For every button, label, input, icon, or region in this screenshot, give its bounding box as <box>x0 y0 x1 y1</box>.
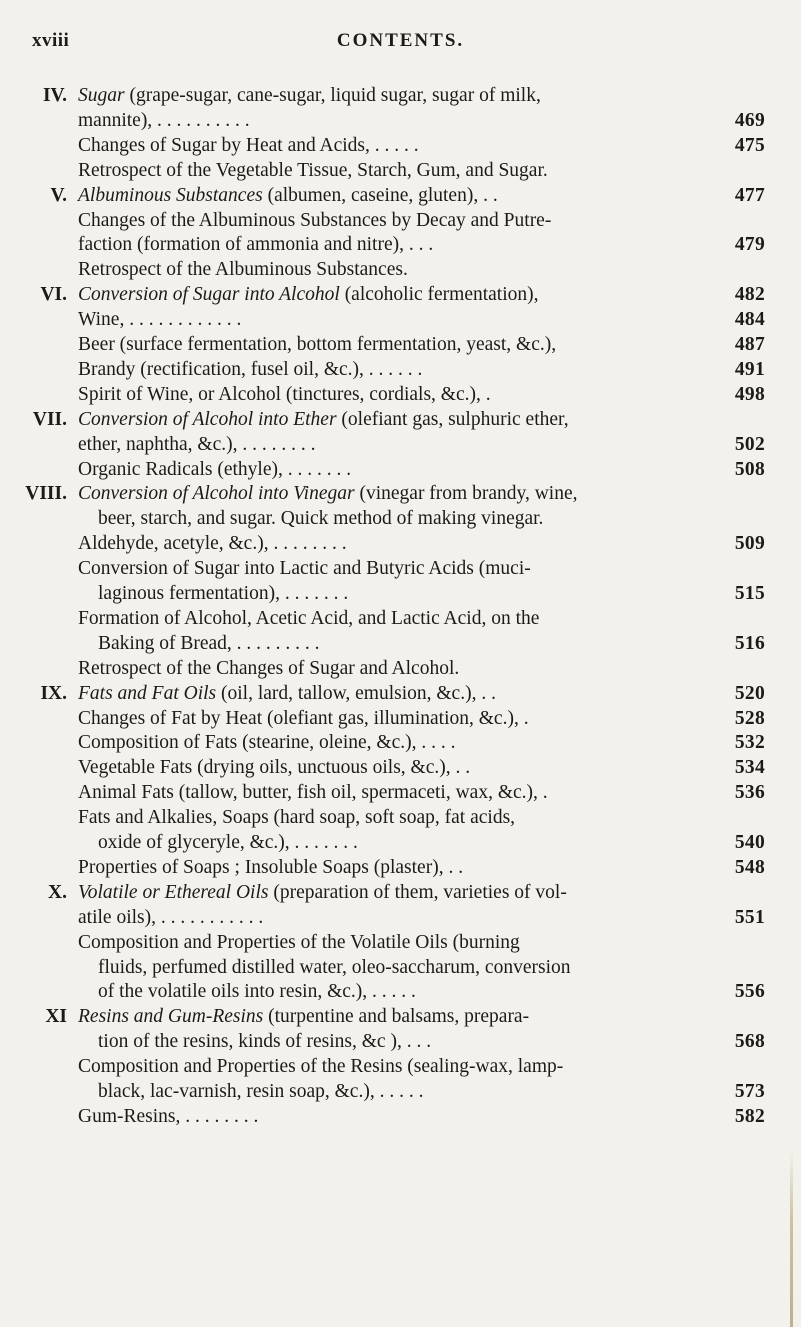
page-number: xviii <box>32 30 70 51</box>
page-reference: 528 <box>734 707 765 729</box>
toc-line <box>0 358 801 382</box>
chapter-heading <box>78 482 578 506</box>
page-reference: 536 <box>734 782 765 804</box>
toc-entry-text: of the volatile oils into resin, &c.), . . . . . <box>98 981 416 1003</box>
chapter-subtitle: (albumen, caseine, gluten), . . <box>262 184 498 206</box>
toc-line <box>0 557 801 581</box>
toc-line <box>0 731 801 755</box>
toc-line <box>0 433 801 457</box>
chapter-number: IV. <box>42 85 67 106</box>
chapter-subtitle: (alcoholic fermentation), <box>339 284 539 306</box>
toc-line <box>0 607 801 631</box>
toc-line <box>0 159 801 183</box>
toc-entry-text: ether, naphtha, &c.), . . . . . . . . <box>78 433 316 455</box>
toc-line <box>0 283 801 307</box>
toc-line <box>0 1105 801 1129</box>
page-reference: 508 <box>734 458 765 480</box>
chapter-number: V. <box>50 184 67 206</box>
toc-entry-text: atile oils), . . . . . . . . . . . <box>78 906 264 928</box>
toc-entry-text: Changes of Sugar by Heat and Acids, . . . . . <box>78 134 419 156</box>
chapter-subtitle: (oil, lard, tallow, emulsion, &c.), . . <box>216 682 496 704</box>
chapter-subtitle: (grape-sugar, cane-sugar, liquid sugar, sugar of milk, <box>124 85 541 106</box>
page-reference: 540 <box>734 832 765 853</box>
toc-line <box>0 1005 801 1029</box>
page-reference: 479 <box>734 234 765 256</box>
toc-entry-text: Retrospect of the Vegetable Tissue, Starch, Gum, and Sugar. <box>78 159 548 181</box>
chapter-title: Sugar <box>78 85 125 106</box>
page-reference: 532 <box>734 732 765 754</box>
toc-entry-text: tion of the resins, kinds of resins, &c ), . . . <box>98 1031 432 1053</box>
page-edge-shadow <box>790 1150 793 1327</box>
toc-line <box>0 134 801 158</box>
chapter-title: Resins and Gum-Resins <box>78 1006 264 1028</box>
running-title: CONTENTS. <box>336 30 465 51</box>
toc-line <box>0 209 801 233</box>
toc-entry-text: beer, starch, and sugar. Quick method of making vinegar. <box>98 508 544 530</box>
chapter-heading <box>78 881 567 905</box>
chapter-heading <box>78 84 541 108</box>
toc-line <box>0 806 801 830</box>
chapter-number: XI <box>45 1006 67 1028</box>
chapter-number: X. <box>48 881 67 903</box>
toc-line <box>0 333 801 357</box>
page-reference: 484 <box>734 309 765 331</box>
chapter-heading <box>78 682 496 706</box>
toc-line <box>0 1030 801 1054</box>
toc-line <box>0 458 801 482</box>
toc-line <box>0 831 801 855</box>
toc-line <box>0 233 801 257</box>
toc-entry-text: Changes of the Albuminous Substances by Decay and Putre- <box>78 209 552 231</box>
toc-line <box>0 707 801 731</box>
page-reference: 498 <box>734 383 765 405</box>
toc-line <box>0 184 801 208</box>
toc-line <box>0 931 801 955</box>
toc-entry-text: Baking of Bread, . . . . . . . . . <box>98 632 320 654</box>
toc-line <box>0 258 801 282</box>
toc-entry-text: Wine, . . . . . . . . . . . . <box>78 309 242 331</box>
chapter-number: IX. <box>40 682 67 704</box>
toc-entry-text: Composition of Fats (stearine, oleine, &c.), . . . . <box>78 732 456 754</box>
chapter-title: Volatile or Ethereal Oils <box>78 881 269 903</box>
chapter-title: Albuminous Substances <box>78 184 263 206</box>
toc-line <box>0 956 801 980</box>
page-reference: 534 <box>734 757 765 779</box>
page-reference: 556 <box>734 981 765 1003</box>
toc-entry-text: Conversion of Sugar into Lactic and Butyric Acids (muci- <box>78 558 531 580</box>
chapter-heading <box>78 408 569 432</box>
page-reference: 551 <box>734 906 765 928</box>
chapter-title: Conversion of Alcohol into Vinegar <box>78 483 355 505</box>
toc-line <box>0 383 801 407</box>
toc-line <box>0 507 801 531</box>
toc-entry-text: Changes of Fat by Heat (olefiant gas, illumination, &c.), . <box>78 707 529 729</box>
toc-entry-text: mannite), . . . . . . . . . . <box>78 109 250 131</box>
toc-entry-text: Composition and Properties of the Resins (sealing-wax, lamp- <box>78 1056 564 1078</box>
page-reference: 469 <box>734 109 765 131</box>
toc-line <box>0 408 801 432</box>
toc-line <box>0 84 801 108</box>
toc-entry-text: Gum-Resins, . . . . . . . . <box>78 1105 259 1127</box>
page-reference: 509 <box>734 533 765 555</box>
toc-line <box>0 906 801 930</box>
page-reference: 520 <box>734 682 765 704</box>
toc-line <box>0 980 801 1004</box>
page-reference: 515 <box>734 583 765 604</box>
toc-entry-text: Properties of Soaps ; Insoluble Soaps (plaster), . . <box>78 856 464 878</box>
toc-line <box>0 1080 801 1104</box>
toc-entry-text: Organic Radicals (ethyle), . . . . . . . <box>78 458 352 480</box>
chapter-title: Conversion of Alcohol into Ether <box>78 408 337 430</box>
toc-line <box>0 582 801 606</box>
page-reference: 475 <box>734 134 765 156</box>
toc-entry-text: Fats and Alkalies, Soaps (hard soap, soft soap, fat acids, <box>78 807 516 829</box>
toc-line <box>0 532 801 556</box>
chapter-title: Fats and Fat Oils <box>78 682 217 704</box>
chapter-subtitle: (olefiant gas, sulphuric ether, <box>336 408 569 430</box>
toc-entry-text: Retrospect of the Albuminous Substances. <box>78 259 408 281</box>
toc-entry-text: Animal Fats (tallow, butter, fish oil, spermaceti, wax, &c.), . <box>78 782 548 804</box>
toc-entry-text: Spirit of Wine, or Alcohol (tinctures, cordials, &c.), . <box>78 383 491 405</box>
toc-entry-text: Retrospect of the Changes of Sugar and Alcohol. <box>78 657 460 679</box>
toc-entry-text: faction (formation of ammonia and nitre), . . . <box>78 234 434 256</box>
chapter-heading <box>78 1005 529 1029</box>
toc-entry-text: Brandy (rectification, fusel oil, &c.), . . . . . . <box>78 358 423 380</box>
chapter-number: VI. <box>40 284 67 306</box>
page-reference: 582 <box>734 1105 765 1127</box>
toc-line <box>0 756 801 780</box>
toc-entry-text: Vegetable Fats (drying oils, unctuous oils, &c.), . . <box>78 757 471 779</box>
toc-line <box>0 1055 801 1079</box>
page-reference: 573 <box>734 1081 765 1102</box>
chapter-number: VII. <box>32 408 67 430</box>
chapter-subtitle: (preparation of them, varieties of vol- <box>268 881 567 903</box>
toc-line <box>0 881 801 905</box>
page-reference: 548 <box>734 856 765 878</box>
chapter-heading <box>78 184 498 208</box>
toc-entry-text: black, lac-varnish, resin soap, &c.), . . . . . <box>98 1081 424 1102</box>
toc-line <box>0 781 801 805</box>
toc-line <box>0 482 801 506</box>
toc-line <box>0 856 801 880</box>
page-reference: 477 <box>734 184 765 206</box>
toc-entry-text: Formation of Alcohol, Acetic Acid, and Lactic Acid, on the <box>78 607 540 629</box>
chapter-subtitle: (vinegar from brandy, wine, <box>354 483 578 505</box>
page-reference: 482 <box>734 284 765 306</box>
chapter-title: Conversion of Sugar into Alcohol <box>78 284 340 306</box>
page-reference: 491 <box>734 358 765 380</box>
toc-line <box>0 109 801 133</box>
chapter-heading <box>78 283 539 307</box>
chapter-number: VIII. <box>25 483 67 505</box>
toc-line <box>0 632 801 656</box>
toc-entry-text: Aldehyde, acetyle, &c.), . . . . . . . . <box>78 533 347 555</box>
page-header <box>0 30 801 54</box>
page-reference: 502 <box>734 433 765 455</box>
toc-entry-text: Beer (surface fermentation, bottom fermentation, yeast, &c.), <box>78 334 557 355</box>
toc-entry-text: laginous fermentation), . . . . . . . <box>98 583 349 604</box>
chapter-subtitle: (turpentine and balsams, prepara- <box>263 1006 530 1028</box>
toc-line <box>0 308 801 332</box>
toc-line <box>0 657 801 681</box>
toc-entry-text: oxide of glyceryle, &c.), . . . . . . . <box>98 832 358 853</box>
page-reference: 487 <box>734 334 765 355</box>
page-reference: 568 <box>734 1031 765 1053</box>
page-reference: 516 <box>734 632 765 654</box>
toc-entry-text: fluids, perfumed distilled water, oleo-saccharum, conversion <box>98 956 571 978</box>
toc-entry-text: Composition and Properties of the Volatile Oils (burning <box>78 931 520 953</box>
toc-line <box>0 682 801 706</box>
